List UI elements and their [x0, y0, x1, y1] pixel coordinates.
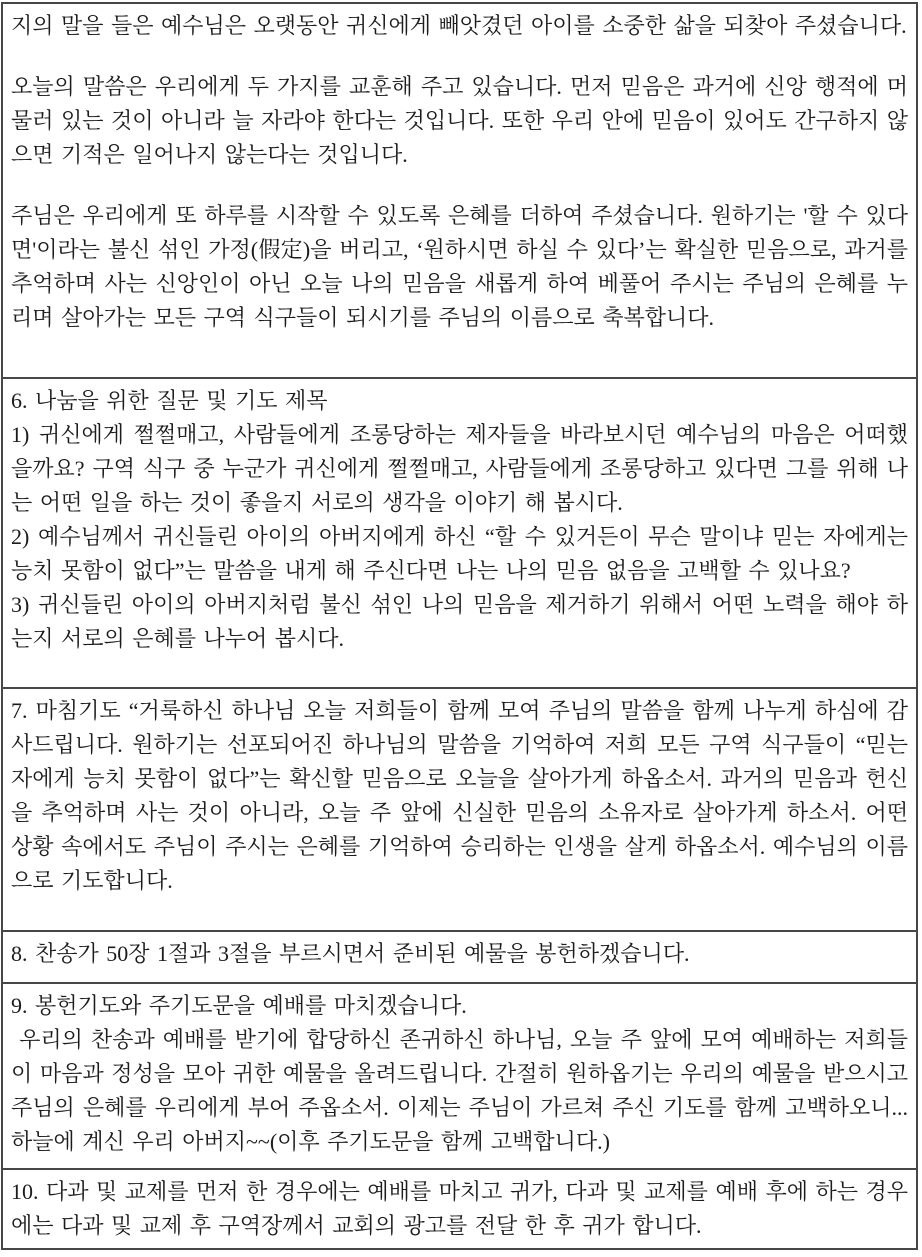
item-9-title: 9. 봉헌기도와 주기도문을 예배를 마치겠습니다. [11, 993, 467, 1018]
closing-message-paragraph-3: 주님은 우리에게 또 하루를 시작할 수 있도록 은혜를 더하여 주셨습니다. 원하기는 '할 수 있다면'이라는 불신 섞인 가정(假定)을 버리고, ‘원하시면 하실 수 있다’는 확실한 믿음으로, 과거를 추억하며 사는 신앙인이 아닌 오늘 나의 믿음을 새롭게 하여 베풀어 주시는 주님의 은혜를 누리며 살아가는 모든 구역 식구들이 되시기를 주님의 이름으로 축복합니다. [11, 203, 908, 330]
closing-message-paragraph-2: 오늘의 말씀은 우리에게 두 가지를 교훈해 주고 있습니다. 먼저 믿음은 과거에 신앙 행적에 머물러 있는 것이 아니라 늘 자라야 한다는 것입니다. 또한 우리 안에 믿음이 있어도 간구하지 않으면 기적은 일어나지 않는다는 것입니다. [11, 74, 908, 167]
section-item-9-offering-prayer [3, 982, 916, 1168]
item-8-hymn-text: 8. 찬송가 50장 1절과 3절을 부르시면서 준비된 예물을 봉헌하겠습니다. [11, 941, 690, 966]
section-item-7-closing-prayer [3, 687, 916, 930]
item-6-question-1: 1) 귀신에게 쩔쩔매고, 사람들에게 조롱당하는 제자들을 바라보시던 예수님의 마음은 어떠했을까요? 구역 식구 중 누군가 귀신에게 쩔쩔매고, 사람들에게 조롱당하고 있다면 그를 위해 나는 어떤 일을 하는 것이 좋을지 서로의 생각을 이야기 해 봅시다. [11, 422, 908, 515]
item-7-prayer-text: 7. 마침기도 “거룩하신 하나님 오늘 저희들이 함께 모여 주님의 말씀을 함께 나누게 하심에 감사드립니다. 원하기는 선포되어진 하나님의 말씀을 기억하여 저희 모든 구역 식구들이 “믿는 자에게 능치 못함이 없다”는 확신할 믿음으로 오늘을 살아가게 하옵소서. 과거의 믿음과 헌신을 추억하며 사는 것이 아니라, 오늘 주 앞에 신실한 믿음의 소유자로 살아가게 하소서. 어떤 상황 속에서도 주님이 주시는 은혜를 기억하여 승리하는 인생을 살게 하옵소서. 예수님의 이름으로 기도합니다. [11, 698, 908, 893]
section-item-6-sharing-questions [3, 377, 916, 687]
closing-message-paragraph-1: 지의 말을 들은 예수님은 오랫동안 귀신에게 빼앗겼던 아이를 소중한 삶을 되찾아 주셨습니다. [11, 13, 907, 38]
section-item-10-fellowship-dismissal [3, 1168, 916, 1248]
item-10-instruction-text: 10. 다과 및 교제를 먼저 한 경우에는 예배를 마치고 귀가, 다과 및 교제를 예배 후에 하는 경우에는 다과 및 교제 후 구역장께서 교회의 광고를 전달 한 후 귀가 합니다. [11, 1179, 908, 1238]
worship-guide-table [1, 2, 918, 1250]
item-6-question-3: 3) 귀신들린 아이의 아버지처럼 불신 섞인 나의 믿음을 제거하기 위해서 어떤 노력을 해야 하는지 서로의 은혜를 나누어 봅시다. [11, 592, 908, 651]
section-closing-message [3, 4, 916, 377]
section-item-8-offering-hymn [3, 930, 916, 982]
item-6-question-2: 2) 예수님께서 귀신들린 아이의 아버지에게 하신 “할 수 있거든이 무슨 말이냐 믿는 자에게는 능치 못함이 없다”는 말씀을 내게 해 주신다면 나는 나의 믿음 없음을 고백할 수 있나요? [11, 524, 908, 583]
item-9-prayer-text: 우리의 찬송과 예배를 받기에 합당하신 존귀하신 하나님, 오늘 주 앞에 모여 예배하는 저희들이 마음과 정성을 모아 귀한 예물을 올려드립니다. 간절히 원하옵기는 우리의 예물을 받으시고 주님의 은혜를 우리에게 부어 주옵소서. 이제는 주님이 가르쳐 주신 기도를 함께 고백하오니... 하늘에 계신 우리 아버지~~(이후 주기도문을 함께 고백합니다.) [11, 1027, 908, 1154]
item-6-title: 6. 나눔을 위한 질문 및 기도 제목 [11, 388, 328, 413]
